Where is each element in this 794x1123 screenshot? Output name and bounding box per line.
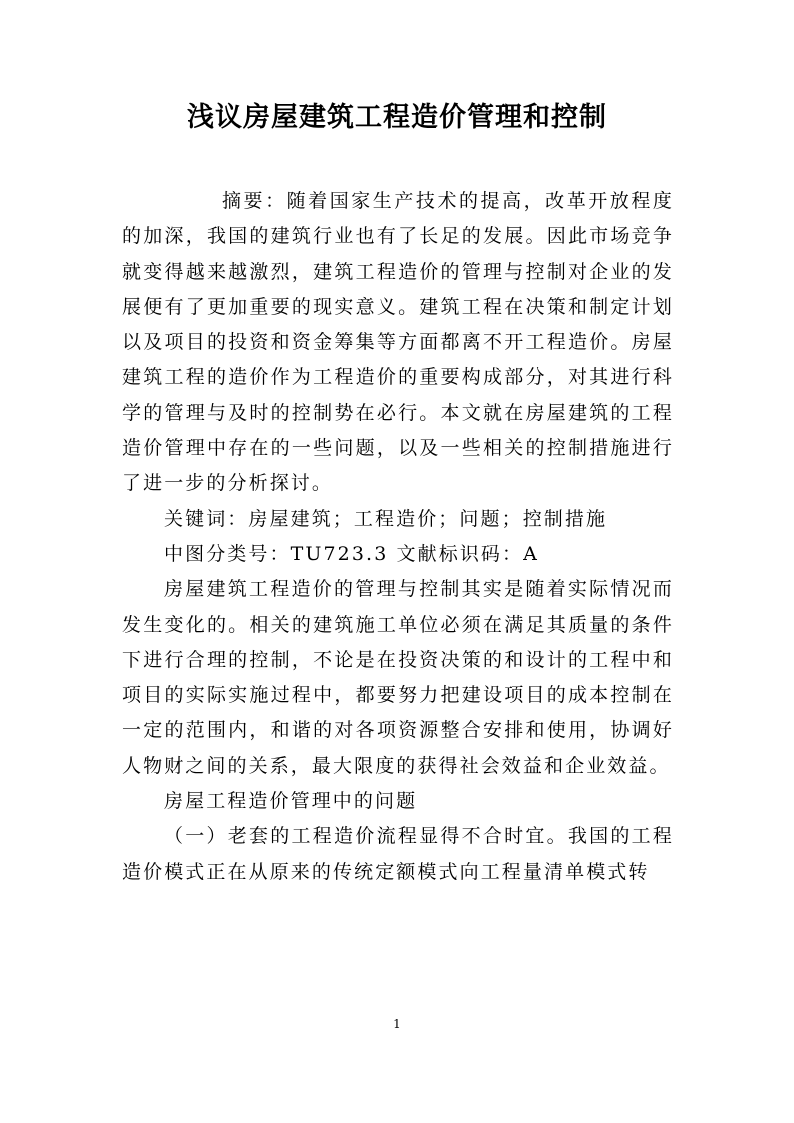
document-body <box>122 184 674 890</box>
section-heading: 房屋工程造价管理中的问题 <box>164 790 418 813</box>
classification-line: 中图分类号：TU723.3 文献标识码：A <box>164 542 539 565</box>
page-number: 1 <box>393 1017 401 1031</box>
intro-paragraph: 房屋建筑工程造价的管理与控制其实是随着实际情况而发生变化的。相关的建筑施工单位必须在满足其质量的条件下进行合理的控制，不论是在投资决策的和设计的工程中和项目的实际实施过程中，都要努力把建设项目的成本控制在一定的范围内，和谐的对各项资源整合安排和使用，协调好人物财之间的关系，最大限度的获得社会效益和企业效益。 <box>122 578 674 777</box>
section-paragraph: （一）老套的工程造价流程显得不合时宜。我国的工程造价模式正在从原来的传统定额模式向工程量清单模式转 <box>122 825 674 883</box>
abstract-paragraph: 摘要：随着国家生产技术的提高，改革开放程度的加深，我国的建筑行业也有了长足的发展。因此市场竞争就变得越来越激烈，建筑工程造价的管理与控制对企业的发展便有了更加重要的现实意义。建筑工程在决策和制定计划以及项目的投资和资金筹集等方面都离不开工程造价。房屋建筑工程的造价作为工程造价的重要构成部分，对其进行科学的管理与及时的控制势在必行。本文就在房屋建筑的工程造价管理中存在的一些问题，以及一些相关的控制措施进行了进一步的分析探讨。 <box>122 190 674 495</box>
keywords-line: 关键词：房屋建筑；工程造价；问题；控制措施 <box>164 507 608 530</box>
document-title: 浅议房屋建筑工程造价管理和控制 <box>187 102 607 133</box>
